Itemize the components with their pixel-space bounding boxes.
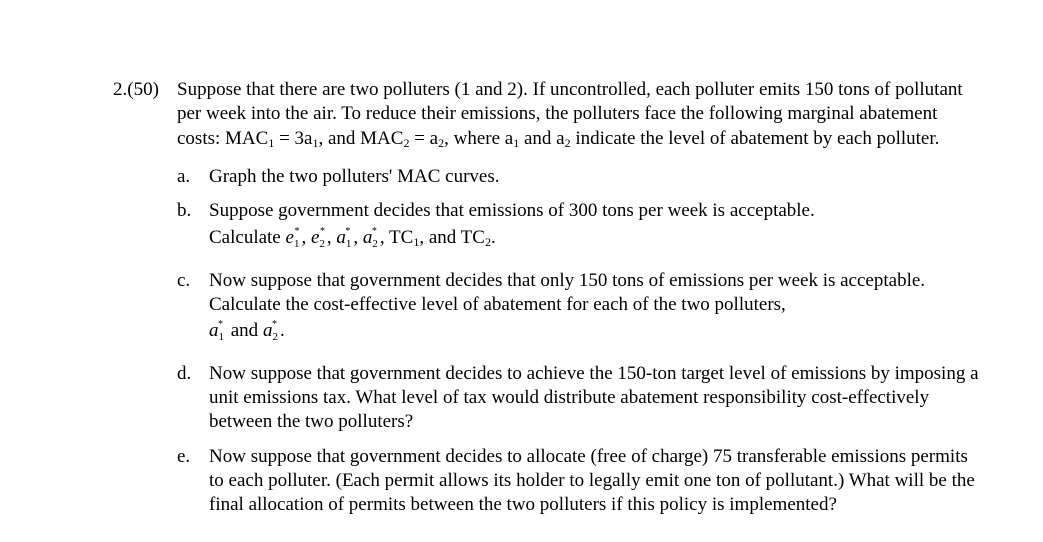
tc-sub: 1 xyxy=(413,235,420,250)
question-2 xyxy=(113,78,1013,517)
var-base: a xyxy=(336,227,346,249)
calculate-label: Calculate xyxy=(209,227,286,249)
intro-sub: 1 xyxy=(312,135,319,150)
intro-text: = 3a xyxy=(274,127,313,149)
intro-sub: 2 xyxy=(438,135,445,150)
math-var-a2-star xyxy=(263,319,280,349)
var-sup: * xyxy=(271,319,277,331)
subquestion-letter: d. xyxy=(177,362,192,384)
tc-sub: 2 xyxy=(484,235,491,250)
variables-line xyxy=(209,319,984,349)
subquestion-text: Now suppose that government decides that only 150 tons of emissions per week is acceptable. Calculate the cost-effective level of abatement for each of the two polluters, xyxy=(209,269,926,316)
intro-sub: 2 xyxy=(403,135,410,150)
separator: , xyxy=(326,227,337,249)
intro-text: = a xyxy=(409,127,439,149)
math-var-a2-star xyxy=(363,226,380,256)
intro-text: , where a xyxy=(444,127,514,149)
subquestion-e xyxy=(177,445,1013,518)
end-text: . xyxy=(279,320,285,342)
subquestion-letter: b. xyxy=(177,200,192,222)
intro-sub: 1 xyxy=(268,135,275,150)
subquestion-text: Now suppose that government decides to achieve the 150-ton target level of emissions by imposing a unit emissions tax. What level of tax would distribute abatement responsibility cost-effectively between the two polluters? xyxy=(209,362,979,433)
subquestion-a xyxy=(177,165,1013,189)
subquestion-body xyxy=(209,199,984,257)
separator: , xyxy=(301,227,311,249)
var-base: a xyxy=(209,320,219,342)
var-sup: * xyxy=(319,226,325,238)
separator: , xyxy=(353,227,363,249)
var-sub: 1 xyxy=(218,331,224,344)
intro-text: Suppose that there are two polluters (1 and 2). If uncontrolled, each polluter emits 150 tons of pollutant per week into the air. To reduce their emissions, the polluters face the following marginal abatement costs: MAC xyxy=(177,79,963,149)
var-sub: 2 xyxy=(372,238,378,251)
subquestion-d xyxy=(177,362,1013,435)
var-base: a xyxy=(262,320,273,342)
tc-text: , TC xyxy=(379,227,414,249)
math-var-e2-star xyxy=(311,226,327,256)
subquestion-letter: e. xyxy=(177,445,191,467)
var-base: a xyxy=(362,227,373,249)
subquestion-letter: a. xyxy=(177,165,191,187)
var-base: e xyxy=(285,227,294,249)
question-header xyxy=(113,78,1013,155)
subquestion-body xyxy=(209,269,984,350)
var-sup: * xyxy=(371,226,377,238)
var-sup: * xyxy=(294,226,300,238)
var-sub: 2 xyxy=(272,331,278,344)
subquestion-c xyxy=(177,269,1013,350)
var-sup: * xyxy=(218,319,223,331)
var-sub: 2 xyxy=(319,238,325,251)
var-sup: * xyxy=(345,226,351,238)
and-text: and xyxy=(226,320,263,342)
var-sub: 1 xyxy=(293,238,300,251)
math-var-e1-star xyxy=(286,226,302,256)
math-var-a1-star xyxy=(336,226,353,256)
intro-text: , and MAC xyxy=(318,127,404,149)
intro-text: indicate the level of abatement by each polluter. xyxy=(570,127,940,149)
subquestion-b xyxy=(177,199,1013,257)
intro-sub: 2 xyxy=(564,135,571,150)
tc-end: . xyxy=(490,227,496,249)
subquestion-text: Graph the two polluters' MAC curves. xyxy=(209,165,500,187)
tc-and: , and TC xyxy=(419,227,485,249)
subquestion-text: Now suppose that government decides to allocate (free of charge) 75 transferable emissions permits to each polluter. (Each permit allows its holder to legally emit one ton of pollutant.) What will be the final allocation of permits between the two polluters if this policy is implemented? xyxy=(209,445,975,516)
calculate-line xyxy=(209,226,984,256)
subquestion-letter: c. xyxy=(177,269,191,291)
subquestion-line: Suppose government decides that emissions of 300 tons per week is acceptable. xyxy=(209,200,815,222)
question-intro xyxy=(177,78,977,155)
var-base: e xyxy=(310,227,320,249)
intro-sub: 1 xyxy=(513,135,520,150)
var-sub: 1 xyxy=(345,238,352,251)
question-number: 2.(50) xyxy=(113,79,159,100)
intro-text: and a xyxy=(519,127,565,149)
math-var-a1-star xyxy=(209,319,226,349)
